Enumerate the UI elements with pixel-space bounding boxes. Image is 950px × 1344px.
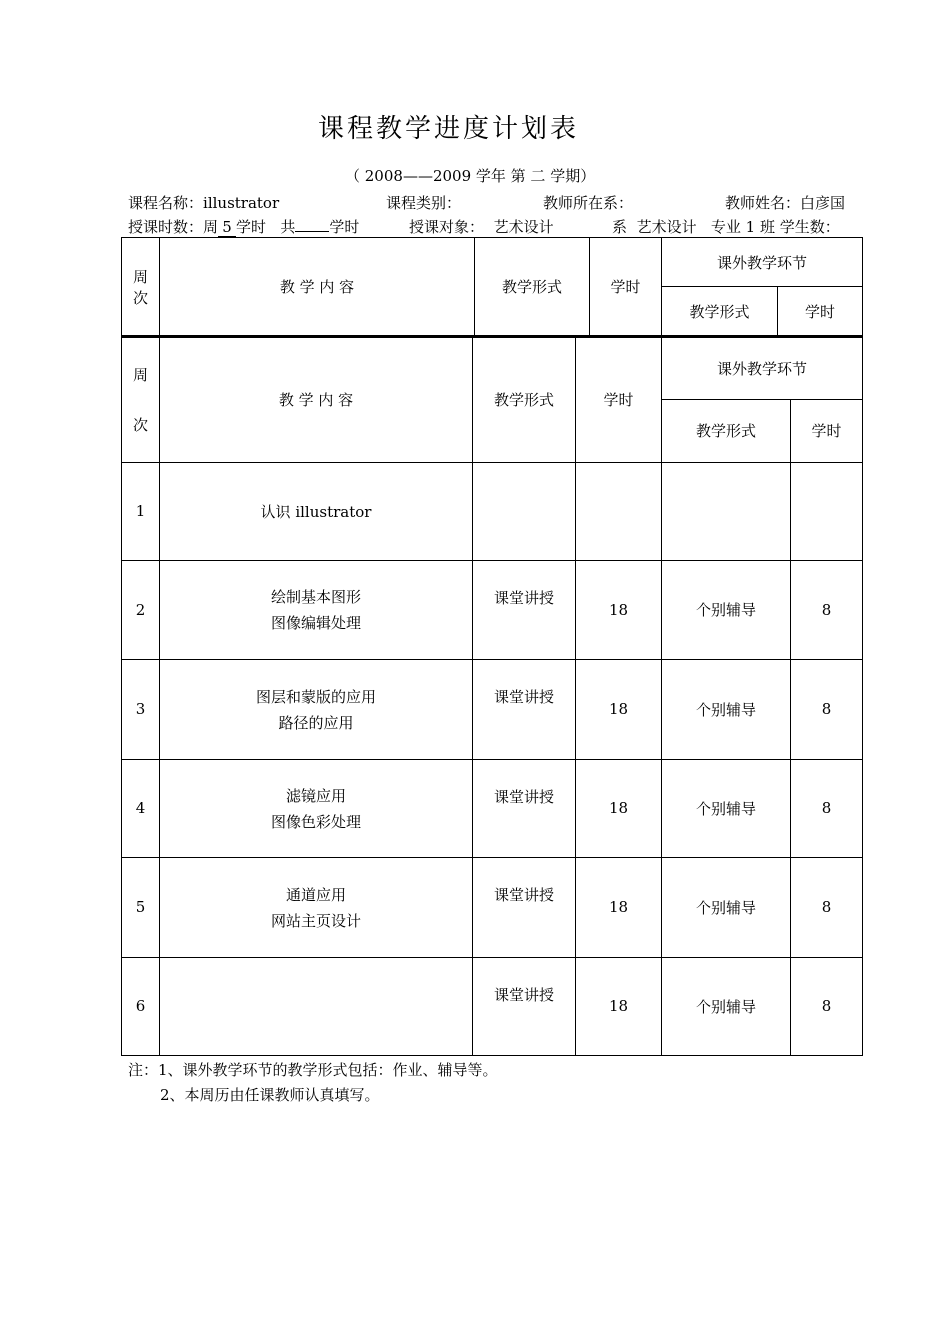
hours-label: 授课时数：周 bbox=[128, 218, 219, 236]
form-cell: 课堂讲授 bbox=[473, 957, 576, 1055]
major-suffix: 专业 1 班 学生数： bbox=[710, 218, 840, 236]
target-label: 授课对象： bbox=[409, 218, 485, 236]
week-header bbox=[122, 337, 160, 462]
content-line-1: 绘制基本图形 bbox=[270, 588, 361, 606]
teacher-label: 教师姓名： bbox=[725, 194, 801, 212]
content-header: 教 学 内 容 bbox=[160, 337, 473, 462]
course-name-value: illustrator bbox=[203, 194, 280, 212]
week-cell: 1 bbox=[122, 462, 160, 560]
page-title: 课程教学进度计划表 bbox=[318, 114, 580, 144]
week-cell: 2 bbox=[122, 560, 160, 659]
teacher-value: 白彦国 bbox=[800, 194, 846, 212]
content-line-1: 通道应用 bbox=[285, 885, 346, 904]
content-line-2: 图像编辑处理 bbox=[270, 614, 361, 632]
hours-line bbox=[128, 216, 359, 237]
major-value: 艺术设计 bbox=[636, 218, 697, 236]
schedule-table bbox=[121, 336, 863, 1056]
extra-hours-cell: 8 bbox=[791, 759, 863, 857]
content-line-2: 网站主页设计 bbox=[270, 911, 361, 930]
week-cell: 4 bbox=[122, 759, 160, 857]
content-line-1: 图层和蒙版的应用 bbox=[255, 687, 376, 706]
table-row bbox=[122, 957, 863, 1055]
table-row bbox=[122, 462, 863, 560]
total-unit: 学时 bbox=[329, 218, 360, 236]
major-field bbox=[612, 216, 840, 237]
hours-cell: 18 bbox=[576, 759, 662, 857]
extra-hours-header: 学时 bbox=[791, 399, 863, 462]
hours-cell bbox=[576, 462, 662, 560]
extra-form-cell: 个别辅导 bbox=[662, 759, 791, 857]
extra-hours-cell: 8 bbox=[791, 560, 863, 659]
content-cell bbox=[160, 560, 473, 659]
hours-cell: 18 bbox=[576, 857, 662, 957]
hours-cell: 18 bbox=[576, 560, 662, 659]
department-label: 教师所在系： bbox=[543, 194, 634, 212]
total-label: 共 bbox=[280, 218, 296, 236]
hours-cell: 18 bbox=[576, 957, 662, 1055]
extra-hours-header: 学时 bbox=[778, 287, 863, 336]
header-table bbox=[121, 237, 863, 336]
hours-per-week: 5 bbox=[218, 218, 236, 237]
course-name-label: 课程名称： bbox=[128, 194, 204, 212]
form-cell: 课堂讲授 bbox=[473, 560, 576, 659]
content-line-2: 路径的应用 bbox=[278, 713, 354, 732]
content-cell bbox=[160, 957, 473, 1055]
content-cell bbox=[160, 759, 473, 857]
hours-header: 学时 bbox=[590, 238, 662, 336]
note-1: 注：1、课外教学环节的教学形式包括：作业、辅导等。 bbox=[128, 1061, 498, 1079]
table-row bbox=[122, 659, 863, 759]
week-header-1: 周 bbox=[132, 365, 148, 384]
content-line-1: 滤镜应用 bbox=[285, 786, 346, 805]
form-header: 教学形式 bbox=[475, 238, 590, 336]
table-row bbox=[122, 759, 863, 857]
week-header-2: 次 bbox=[132, 288, 148, 307]
extra-form-header: 教学形式 bbox=[662, 287, 778, 336]
form-cell bbox=[473, 462, 576, 560]
week-cell: 6 bbox=[122, 957, 160, 1055]
form-header: 教学形式 bbox=[473, 337, 576, 462]
content-line-2: 图像色彩处理 bbox=[270, 812, 361, 831]
course-type-label: 课程类别： bbox=[386, 194, 462, 212]
teacher-field bbox=[725, 192, 845, 213]
extra-hours-cell: 8 bbox=[791, 957, 863, 1055]
content-cell bbox=[160, 659, 473, 759]
hours-unit: 学时 bbox=[236, 218, 267, 236]
course-name-field bbox=[128, 192, 279, 213]
extra-hours-cell: 8 bbox=[791, 857, 863, 957]
extra-form-cell bbox=[662, 462, 791, 560]
form-cell: 课堂讲授 bbox=[473, 659, 576, 759]
table-row bbox=[122, 560, 863, 659]
content-line-1: 认识 illustrator bbox=[260, 502, 372, 521]
week-header-2: 次 bbox=[132, 415, 148, 434]
week-cell: 5 bbox=[122, 857, 160, 957]
content-header: 教 学 内 容 bbox=[160, 238, 475, 336]
extra-form-header: 教学形式 bbox=[662, 399, 791, 462]
content-cell bbox=[160, 857, 473, 957]
week-header bbox=[122, 238, 160, 336]
form-cell: 课堂讲授 bbox=[473, 857, 576, 957]
hours-cell: 18 bbox=[576, 659, 662, 759]
week-cell: 3 bbox=[122, 659, 160, 759]
extra-header: 课外教学环节 bbox=[662, 238, 863, 287]
extra-form-cell: 个别辅导 bbox=[662, 560, 791, 659]
week-header-1: 周 bbox=[132, 267, 148, 286]
form-cell: 课堂讲授 bbox=[473, 759, 576, 857]
extra-hours-cell bbox=[791, 462, 863, 560]
hours-header: 学时 bbox=[576, 337, 662, 462]
table-row bbox=[122, 857, 863, 957]
target-value: 艺术设计 bbox=[493, 218, 554, 236]
dept-suffix: 系 bbox=[612, 218, 628, 236]
extra-header: 课外教学环节 bbox=[662, 337, 863, 399]
extra-hours-cell: 8 bbox=[791, 659, 863, 759]
extra-form-cell: 个别辅导 bbox=[662, 659, 791, 759]
target-field bbox=[409, 216, 554, 237]
total-hours bbox=[295, 216, 329, 232]
term-line: （ 2008——2009 学年 第 二 学期） bbox=[345, 167, 596, 185]
extra-form-cell: 个别辅导 bbox=[662, 957, 791, 1055]
note-2: 2、本周历由任课教师认真填写。 bbox=[160, 1086, 380, 1104]
extra-form-cell: 个别辅导 bbox=[662, 857, 791, 957]
content-cell bbox=[160, 462, 473, 560]
